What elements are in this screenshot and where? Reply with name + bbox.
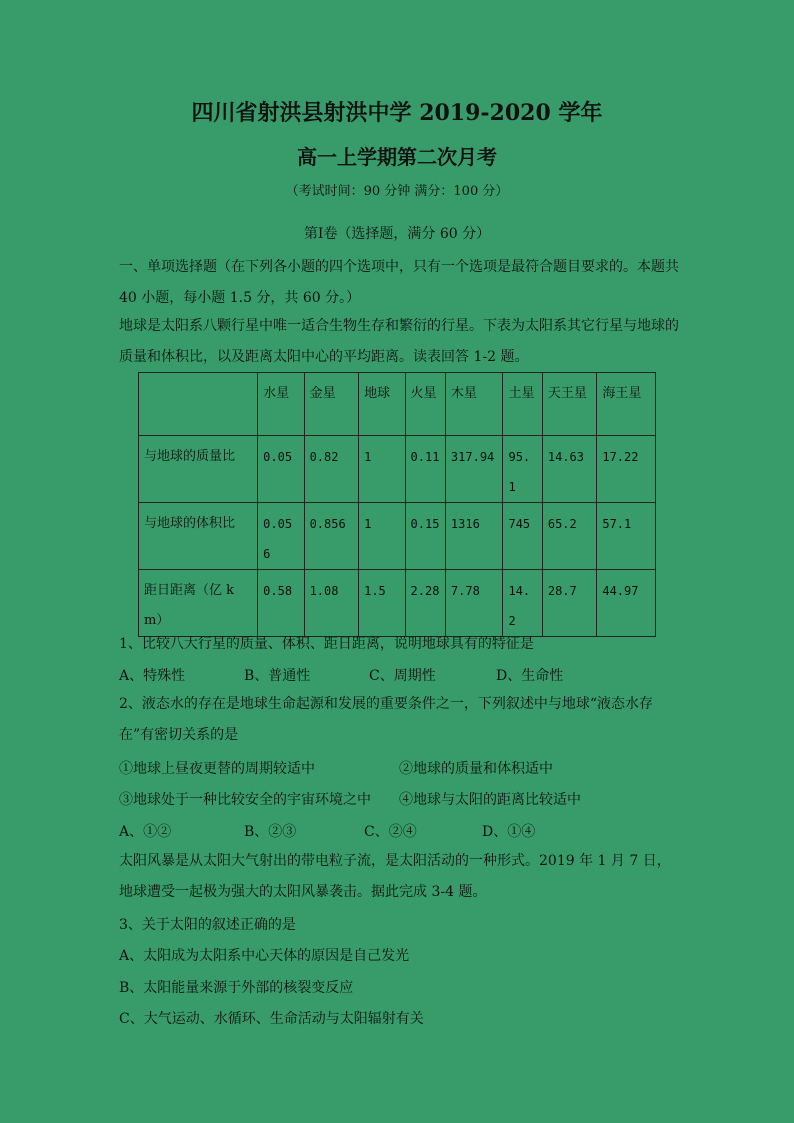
row-label: 距日距离（亿 km） — [139, 570, 258, 637]
table-header-cell: 水星 — [258, 373, 304, 436]
q2-item-1: ①地球上昼夜更替的周期较适中 — [119, 761, 315, 777]
table-cell: 0.056 — [258, 503, 304, 570]
q2-item-2: ②地球的质量和体积适中 — [399, 761, 553, 777]
question-3-stem: 3、关于太阳的叙述正确的是 — [119, 917, 296, 933]
q2-option-d: D、①④ — [482, 824, 536, 840]
table-cell: 745 — [503, 503, 542, 570]
section-title: 第Ⅰ卷（选择题，满分 60 分） — [303, 226, 491, 242]
table-row — [139, 570, 656, 637]
document-title: 四川省射洪县射洪中学 2019-2020 学年 — [191, 100, 603, 126]
row-label: 与地球的体积比 — [139, 503, 258, 570]
table-cell: 17.22 — [597, 436, 656, 503]
table-header-cell — [139, 373, 258, 436]
table-cell: 0.58 — [258, 570, 304, 637]
table-cell: 28.7 — [542, 570, 597, 637]
table-cell: 1.08 — [304, 570, 359, 637]
table-header-row — [139, 373, 656, 436]
table-cell: 1.5 — [359, 570, 405, 637]
table-cell: 95.1 — [503, 436, 542, 503]
table-header-cell: 土星 — [503, 373, 542, 436]
table-cell: 0.15 — [405, 503, 445, 570]
table-cell: 0.82 — [304, 436, 359, 503]
table-cell: 1 — [359, 436, 405, 503]
table-header-cell: 地球 — [359, 373, 405, 436]
table-cell: 0.05 — [258, 436, 304, 503]
question-2-stem: 2、液态水的存在是地球生命起源和发展的重要条件之一，下列叙述中与地球“液态水存在”有密切关系的是 — [119, 696, 654, 743]
q1-option-b: B、普通性 — [244, 668, 311, 684]
q1-option-c: C、周期性 — [369, 668, 436, 684]
passage-1: 地球是太阳系八颗行星中唯一适合生物生存和繁衍的行星。下表为太阳系其它行星与地球的质量和体积比，以及距离太阳中心的平均距离。读表回答 1-2 题。 — [119, 318, 679, 365]
table-row — [139, 503, 656, 570]
table-cell: 7.78 — [445, 570, 503, 637]
table-header-cell: 海王星 — [597, 373, 656, 436]
question-1-stem: 1、比较八大行星的质量、体积、距日距离，说明地球具有的特征是 — [119, 636, 534, 652]
q1-option-d: D、生命性 — [496, 668, 564, 684]
row-label: 与地球的质量比 — [139, 436, 258, 503]
q2-item-4: ④地球与太阳的距离比较适中 — [399, 792, 581, 808]
table-cell: 14.63 — [542, 436, 597, 503]
table-cell: 1316 — [445, 503, 503, 570]
table-cell: 0.856 — [304, 503, 359, 570]
table-header-cell: 火星 — [405, 373, 445, 436]
document-subtitle: 高一上学期第二次月考 — [297, 145, 497, 169]
table-cell: 65.2 — [542, 503, 597, 570]
table-header-cell: 木星 — [445, 373, 503, 436]
q1-option-a: A、特殊性 — [119, 668, 186, 684]
table-cell: 2.28 — [405, 570, 445, 637]
table-header-cell: 金星 — [304, 373, 359, 436]
table-header-cell: 天王星 — [542, 373, 597, 436]
q3-option-a: A、太阳成为太阳系中心天体的原因是自己发光 — [119, 948, 410, 964]
part-instructions: 一、单项选择题（在下列各小题的四个选项中，只有一个选项是最符合题目要求的。本题共 40 小题，每小题 1.5 分，共 60 分。） — [119, 259, 679, 306]
table-row — [139, 436, 656, 503]
q3-option-b: B、太阳能量来源于外部的核裂变反应 — [119, 980, 354, 996]
q2-item-3: ③地球处于一种比较安全的宇宙环境之中 — [119, 792, 371, 808]
q2-option-b: B、②③ — [244, 824, 297, 840]
table-cell: 14.2 — [503, 570, 542, 637]
q3-option-c: C、大气运动、水循环、生命活动与太阳辐射有关 — [119, 1011, 424, 1027]
passage-2: 太阳风暴是从太阳大气射出的带电粒子流，是太阳活动的一种形式。2019 年 1 月 7 日，地球遭受一起极为强大的太阳风暴袭击。据此完成 3-4 题。 — [119, 853, 671, 900]
table-cell: 44.97 — [597, 570, 656, 637]
table-cell: 0.11 — [405, 436, 445, 503]
table-cell: 57.1 — [597, 503, 656, 570]
q2-option-c: C、②④ — [364, 824, 417, 840]
exam-info: （考试时间：90 分钟 满分：100 分） — [285, 184, 509, 199]
planet-table — [138, 372, 656, 637]
table-cell: 1 — [359, 503, 405, 570]
q2-option-a: A、①② — [119, 824, 172, 840]
table-cell: 317.94 — [445, 436, 503, 503]
